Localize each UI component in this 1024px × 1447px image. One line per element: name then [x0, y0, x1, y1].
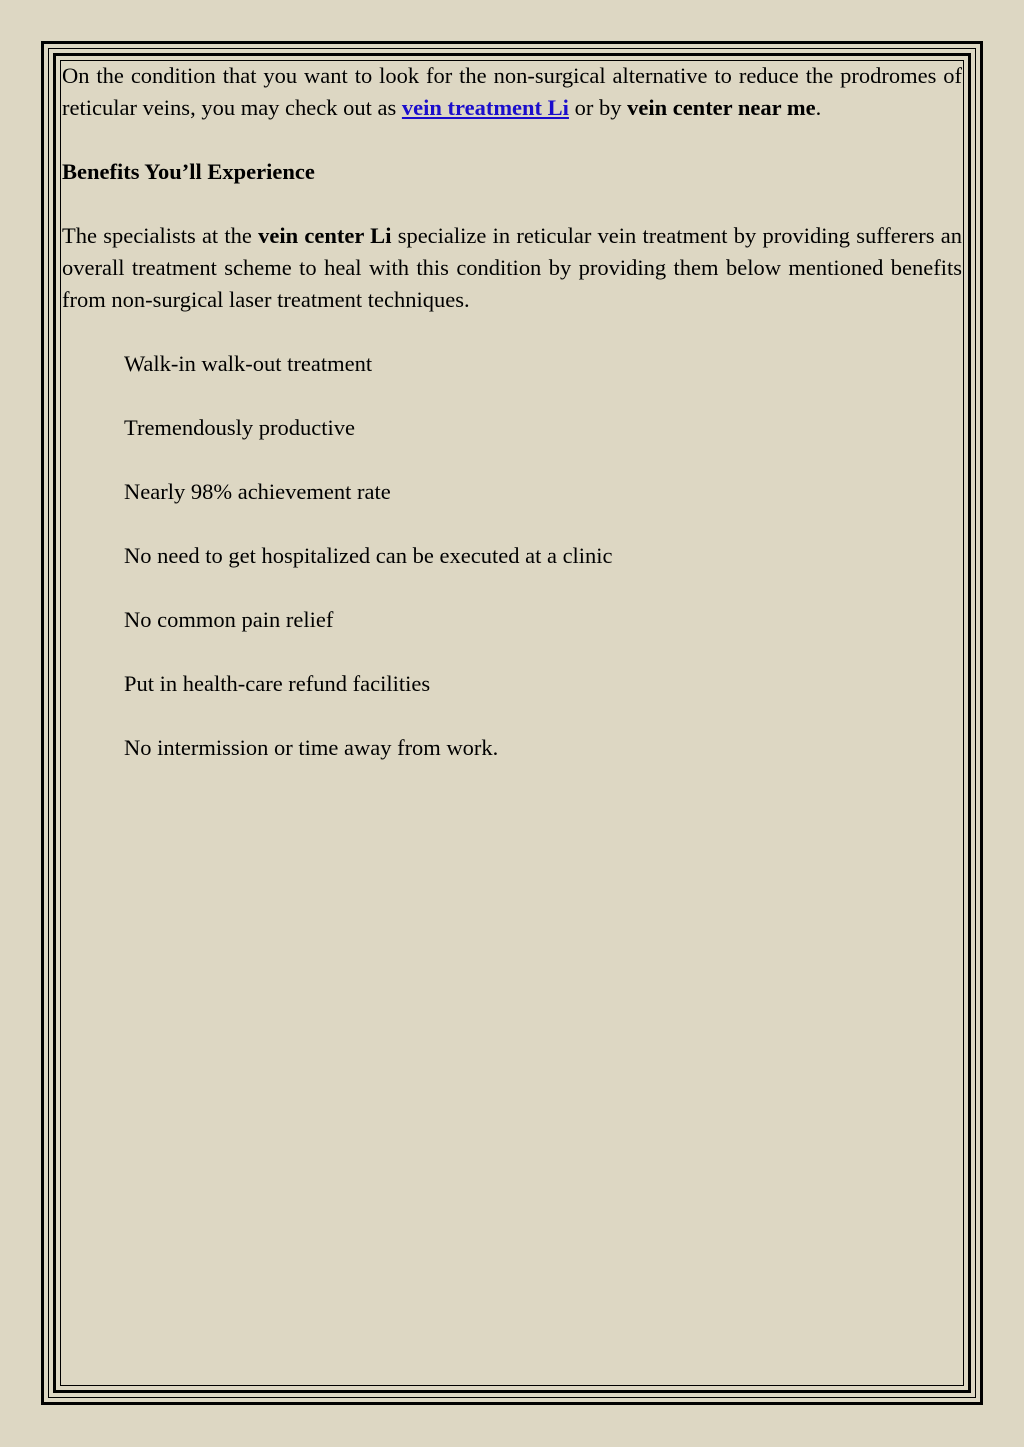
- list-item: No need to get hospitalized can be executed at a clinic: [124, 543, 613, 568]
- body-paragraph: [62, 220, 962, 316]
- vein-center-li-text: vein center Li: [258, 223, 392, 248]
- list-item: Put in health-care refund facilities: [124, 671, 431, 696]
- list-item: No common pain relief: [124, 607, 334, 632]
- benefits-list: [62, 348, 962, 764]
- body-text-start: The specialists at the: [62, 223, 259, 248]
- intro-text-middle: or by: [568, 95, 628, 120]
- vein-center-near-me-text: vein center near me: [627, 95, 816, 120]
- intro-paragraph: [62, 60, 962, 124]
- intro-text-end: .: [815, 95, 822, 120]
- vein-treatment-link[interactable]: vein treatment Li: [401, 95, 569, 120]
- section-heading: Benefits You’ll Experience: [62, 159, 315, 184]
- intro-text-start: On the condition that you want to look for the non-surgical alternative to reduce the prodromes of reticular veins, you may check out as: [62, 63, 962, 120]
- body-text-end: specialize in reticular vein treatment by providing sufferers an overall treatment scheme to heal with this condition by providing them below mentioned benefits from non-surgical laser treatment techniques.: [62, 223, 962, 312]
- list-item: No intermission or time away from work.: [124, 735, 499, 760]
- list-item: Nearly 98% achievement rate: [124, 479, 391, 504]
- document-content: [62, 60, 962, 796]
- list-item: Walk-in walk-out treatment: [124, 351, 373, 376]
- list-item: Tremendously productive: [124, 415, 356, 440]
